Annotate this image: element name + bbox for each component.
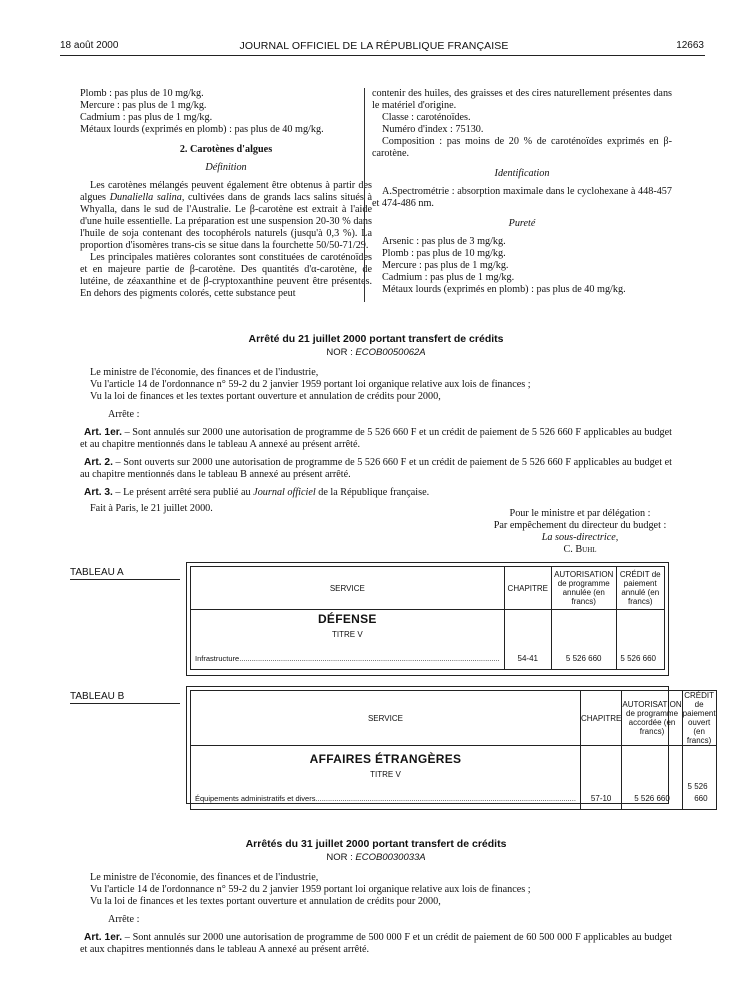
limit-line: Mercure : pas plus de 1 mg/kg. [80, 100, 207, 111]
article-1: Art. 1er. – Sont annulés sur 2000 une autorisation de programme de 500 000 F et un crédit de paiement de 60 500 000 F applicables au budget et aux chapitres mentionnés dans le tableau A annexé au présent arrêté. [80, 932, 672, 955]
fait-a-paris: Fait à Paris, le 21 juillet 2000. [90, 503, 213, 514]
chapitre-value: 54-41 [504, 610, 551, 670]
column-divider [364, 88, 365, 302]
paragraph: Les carotènes mélangés peuvent également être obtenus à partir des algues Dunaliella salina, cultivées dans de grands lacs salins situés à Whyalla, dans le sud de l'Australie. Le β-carotène est extrait à l'aide d'une huile essentielle. La préparation est une suspension 20-30 % dans l'huile de soja contenant des tocophérols naturels (jusqu'à 0,3 %). La proportion d'isomères trans-cis se situe dans la fourchette 50/50-71/29. [80, 180, 373, 251]
subheading-identification: Identification [494, 168, 550, 179]
tableau-b-label: TABLEAU B [70, 691, 125, 702]
arrete-word: Arrête : [108, 914, 140, 925]
limit-line: Plomb : pas plus de 10 mg/kg. [80, 88, 204, 99]
service-cell [191, 610, 505, 670]
header-service: SERVICE [191, 691, 581, 746]
arretes-31-juillet [80, 838, 672, 956]
chapitre-value: 57-10 [580, 746, 621, 810]
header-autorisation: AUTORISATION de programme annulée (en francs) [551, 567, 616, 610]
credit-value: 5 526 660 [616, 610, 664, 670]
tableau-a-rule [70, 579, 180, 580]
limit-line: Cadmium : pas plus de 1 mg/kg. [382, 272, 515, 283]
signature-block [440, 508, 720, 556]
section-heading: 2. Carotènes d'algues [179, 144, 273, 155]
signature-line: La sous-directrice, [541, 532, 619, 543]
titre-label: TITRE V [370, 770, 401, 779]
header-chapitre: CHAPITRE [580, 691, 621, 746]
limit-line: Plomb : pas plus de 10 mg/kg. [382, 248, 506, 259]
intro-line: Le ministre de l'économie, des finances et de l'industrie, [90, 367, 319, 378]
service-cell [191, 746, 581, 810]
header-autorisation: AUTORISATION de programme accordée (en francs) [622, 691, 682, 746]
article-2: Art. 2. – Sont ouverts sur 2000 une autorisation de programme de 5 526 660 F et un crédit de paiement de 5 526 660 F applicables au budget et au chapitre mentionnés dans le tableau B annexé au présent arrêté. [80, 457, 672, 480]
ministry-name: AFFAIRES ÉTRANGÈRES [309, 752, 462, 766]
autorisation-value: 5 526 660 [551, 610, 616, 670]
left-column [80, 88, 372, 300]
index-line: Numéro d'index : 75130. [382, 124, 484, 135]
autorisation-value: 5 526 660 [622, 746, 682, 810]
spectro-line: A.Spectrométrie : absorption maximale dans le cyclohexane à 448-457 et 474-486 nm. [372, 186, 672, 209]
composition-line: Composition : pas moins de 20 % de caroténoïdes exprimés en β-carotène. [372, 136, 672, 159]
intro-line: Vu l'article 14 de l'ordonnance n° 59-2 du 2 janvier 1959 portant loi organique relative aux lois de finances ; [90, 379, 531, 390]
nor-reference: NOR : ECOB0030033A [326, 852, 426, 863]
header-service: SERVICE [191, 567, 505, 610]
header-date: 18 août 2000 [60, 40, 119, 51]
limit-line: Métaux lourds (exprimés en plomb) : pas plus de 40 mg/kg. [80, 124, 324, 135]
intro-line: Vu la loi de finances et les textes portant ouverture et annulation de crédits pour 2000, [90, 896, 441, 907]
signature-line: Pour le ministre et par délégation : [509, 508, 651, 519]
tableau-b-rule [70, 703, 180, 704]
arrete-21-juillet [80, 333, 672, 515]
arrete-title: Arrêtés du 31 juillet 2000 portant transfert de crédits [245, 838, 507, 850]
intro-line: Vu l'article 14 de l'ordonnance n° 59-2 du 2 janvier 1959 portant loi organique relative aux lois de finances ; [90, 884, 531, 895]
tableau-a-label: TABLEAU A [70, 567, 124, 578]
limit-line: Cadmium : pas plus de 1 mg/kg. [80, 112, 213, 123]
arrete-title: Arrêté du 21 juillet 2000 portant transfert de crédits [248, 333, 504, 345]
limit-line: Métaux lourds (exprimés en plomb) : pas plus de 40 mg/kg. [382, 284, 626, 295]
row-label: Infrastructure............................................................................................................................. [195, 654, 500, 663]
row-label: Équipements administratifs et divers............................................................................................................................. [195, 794, 576, 803]
article-1: Art. 1er. – Sont annulés sur 2000 une autorisation de programme de 5 526 660 F et un crédit de paiement de 5 526 660 F applicables au budget et au chapitre mentionnés dans le tableau A annexé au présent arrêté. [80, 427, 672, 450]
ministry-name: DÉFENSE [317, 612, 377, 626]
tableau-b [190, 690, 717, 810]
classe-line: Classe : caroténoïdes. [382, 112, 471, 123]
header-credit: CRÉDIT de paiement ouvert (en francs) [682, 691, 716, 745]
arrete-word: Arrête : [108, 409, 140, 420]
right-column [372, 88, 672, 296]
subheading-purete: Pureté [508, 218, 536, 229]
subheading-definition: Définition [205, 162, 247, 173]
article-3: Art. 3. – Le présent arrêté sera publié au Journal officiel de la République française. [84, 487, 430, 498]
signature-name: C. Buhl [563, 544, 597, 555]
intro-line: Le ministre de l'économie, des finances et de l'industrie, [90, 872, 319, 883]
intro-line: Vu la loi de finances et les textes portant ouverture et annulation de crédits pour 2000, [90, 391, 441, 402]
tableau-a [190, 566, 665, 670]
signature-line: Par empêchement du directeur du budget : [493, 520, 667, 531]
header-chapitre: CHAPITRE [504, 567, 551, 610]
header-rule [60, 55, 705, 56]
credit-value: 5 526 660 [682, 746, 716, 810]
limit-line: Arsenic : pas plus de 3 mg/kg. [382, 236, 506, 247]
paragraph: contenir des huiles, des graisses et des cires naturellement présentes dans le matériel d'origine. [372, 88, 672, 111]
limit-line: Mercure : pas plus de 1 mg/kg. [382, 260, 509, 271]
titre-label: TITRE V [331, 630, 363, 639]
header-credit: CRÉDIT de paiement annulé (en francs) [616, 567, 664, 610]
journal-title: JOURNAL OFFICIEL DE LA RÉPUBLIQUE FRANÇAISE [239, 40, 509, 52]
paragraph: Les principales matières colorantes sont constituées de caroténoïdes et en majeure partie de β-carotène. Des quantités d'α-carotène, de lutéine, de zéaxanthine et de β-cryptoxanthine peuvent être présentes. En dehors des pigments colorés, cette substance peut [80, 252, 372, 299]
nor-reference: NOR : ECOB0050062A [326, 347, 426, 358]
page-number: 12663 [676, 40, 704, 51]
